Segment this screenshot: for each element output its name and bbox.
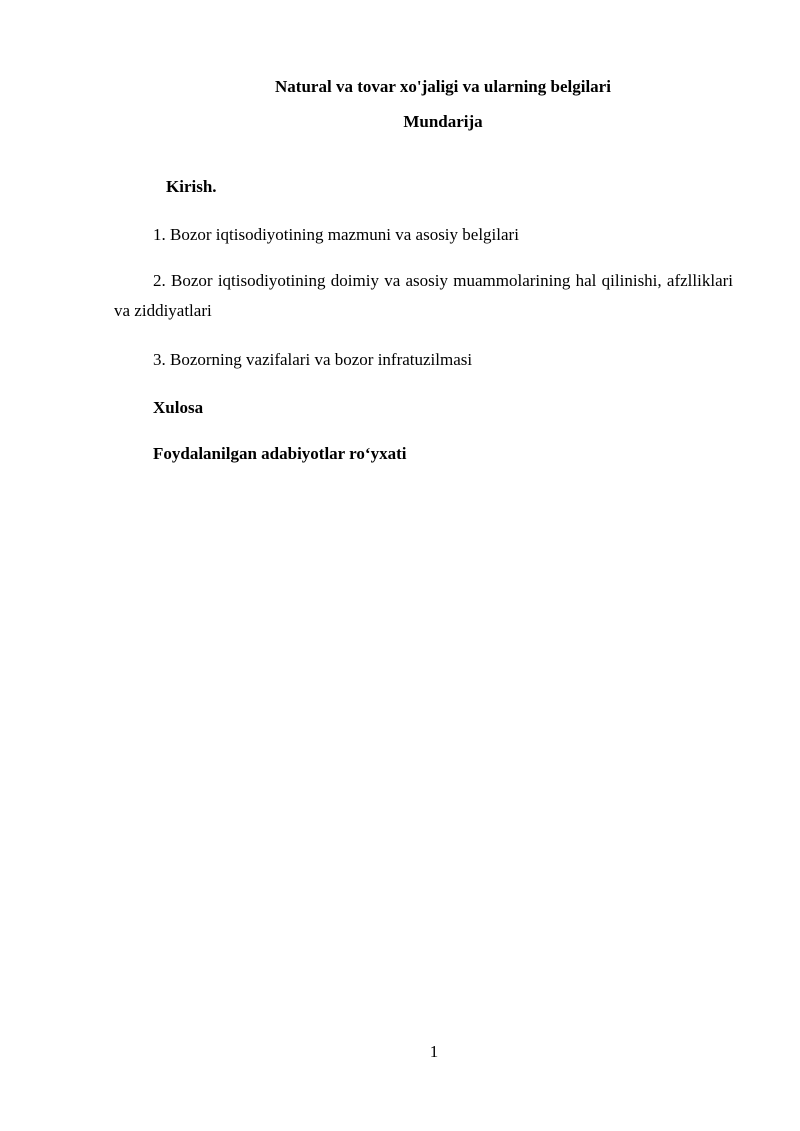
document-title: Natural va tovar xo'jaligi va ularning belgilari: [275, 77, 611, 96]
document-subtitle: Mundarija: [403, 112, 483, 131]
toc-item-2: 2. Bozor iqtisodiyotining doimiy va asosiy muammolarining hal qilinishi, afzlliklari va ziddiyatlari: [114, 271, 733, 320]
toc-item-1: 1. Bozor iqtisodiyotining mazmuni va asosiy belgilari: [153, 225, 519, 244]
toc-conclusion: Xulosa: [153, 398, 204, 417]
toc-item-3: 3. Bozorning vazifalari va bozor infratuzilmasi: [153, 350, 473, 369]
toc-references: Foydalanilgan adabiyotlar ro‘yxati: [153, 444, 407, 463]
toc-intro: Kirish.: [166, 177, 217, 196]
page-number: 1: [429, 1042, 439, 1061]
